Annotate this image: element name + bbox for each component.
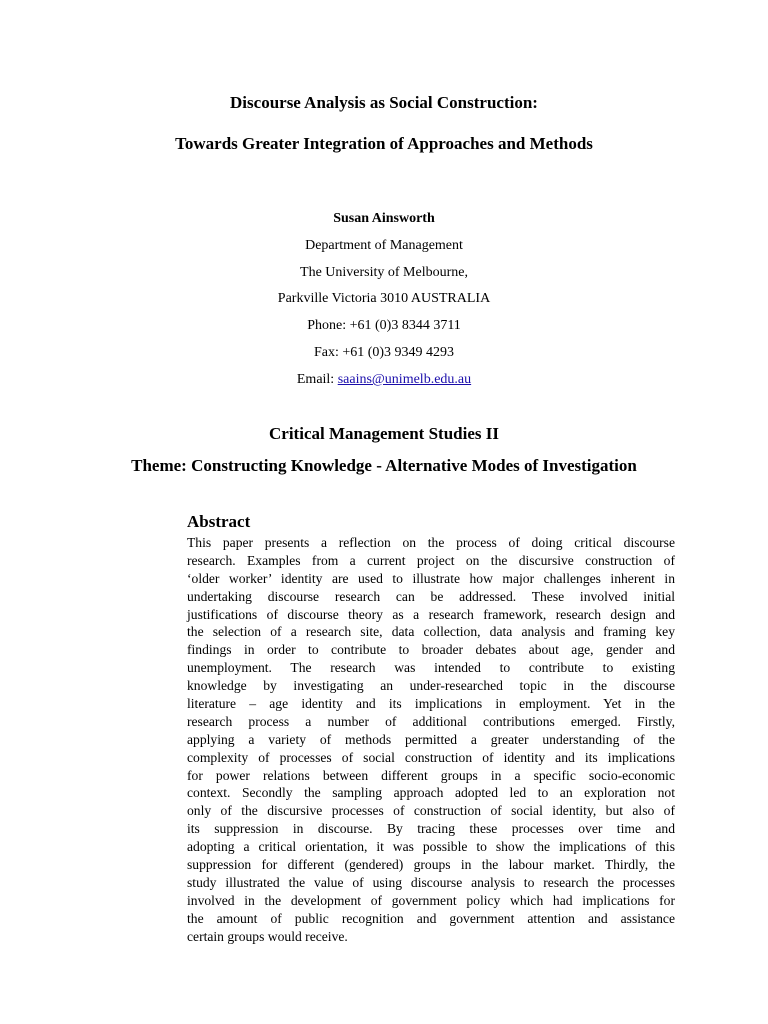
abstract-line: knowledge by investigating an under-researched topic in the discourse bbox=[187, 678, 675, 694]
author-name: Susan Ainsworth bbox=[333, 211, 435, 226]
author-university: The University of Melbourne, bbox=[300, 265, 468, 280]
email-link[interactable]: saains@unimelb.edu.au bbox=[337, 372, 472, 387]
paper-title-line-2: Towards Greater Integration of Approaches and Methods bbox=[175, 134, 593, 153]
abstract-line: the amount of public recognition and government attention and assistance bbox=[187, 910, 675, 926]
paper-title-line-1: Discourse Analysis as Social Construction: bbox=[230, 93, 538, 112]
abstract-line: only of the discursive processes of construction of social identity, but also of bbox=[187, 803, 675, 819]
conference-theme: Theme: Constructing Knowledge - Alternative Modes of Investigation bbox=[131, 456, 637, 475]
author-phone: Phone: +61 (0)3 8344 3711 bbox=[307, 318, 461, 333]
abstract-line: certain groups would receive. bbox=[187, 928, 348, 944]
abstract-line: complexity of processes of social construction of identity and its implications bbox=[187, 749, 675, 765]
abstract-line: for power relations between different groups in a specific socio-economic bbox=[187, 767, 675, 783]
author-department: Department of Management bbox=[305, 238, 463, 253]
author-email-line bbox=[0, 372, 768, 388]
abstract-line: research. Examples from a current project on the discursive construction of bbox=[187, 552, 675, 568]
email-label: Email: bbox=[296, 372, 338, 387]
abstract-line: context. Secondly the sampling approach adopted led to an exploration not bbox=[187, 785, 675, 801]
abstract-line: suppression for different (gendered) groups in the labour market. Thirdly, the bbox=[187, 857, 675, 873]
abstract-line: ‘older worker’ identity are used to illustrate how major challenges inherent in bbox=[187, 570, 675, 586]
abstract-line: findings in order to contribute to broader debates about age, gender and bbox=[187, 642, 675, 658]
abstract-line: study illustrated the value of using discourse analysis to research the processes bbox=[187, 874, 675, 890]
author-address: Parkville Victoria 3010 AUSTRALIA bbox=[277, 291, 491, 306]
abstract-line: adopting a critical orientation, it was possible to show the implications of this bbox=[187, 839, 675, 855]
abstract-line: its suppression in discourse. By tracing these processes over time and bbox=[187, 821, 675, 837]
abstract-line: the selection of a research site, data collection, data analysis and framing key bbox=[187, 624, 675, 640]
abstract-line: This paper presents a reflection on the process of doing critical discourse bbox=[187, 535, 675, 550]
author-fax: Fax: +61 (0)3 9349 4293 bbox=[313, 345, 455, 360]
abstract-heading: Abstract bbox=[187, 512, 251, 531]
abstract-line: justifications of discourse theory as a research framework, research design and bbox=[187, 606, 675, 622]
abstract-line: involved in the development of government policy which had implications for bbox=[187, 892, 675, 908]
conference-name: Critical Management Studies II bbox=[269, 424, 499, 443]
abstract-line: unemployment. The research was intended to contribute to existing bbox=[187, 660, 675, 676]
abstract-line: applying a variety of methods permitted a greater understanding of the bbox=[187, 731, 675, 747]
abstract-line: undertaking discourse research can be addressed. These involved initial bbox=[187, 588, 675, 604]
abstract-line: literature – age identity and its implications in employment. Yet in the bbox=[187, 696, 675, 712]
abstract-line: research process a number of additional contributions emerged. Firstly, bbox=[187, 713, 675, 729]
abstract-body bbox=[187, 534, 675, 945]
